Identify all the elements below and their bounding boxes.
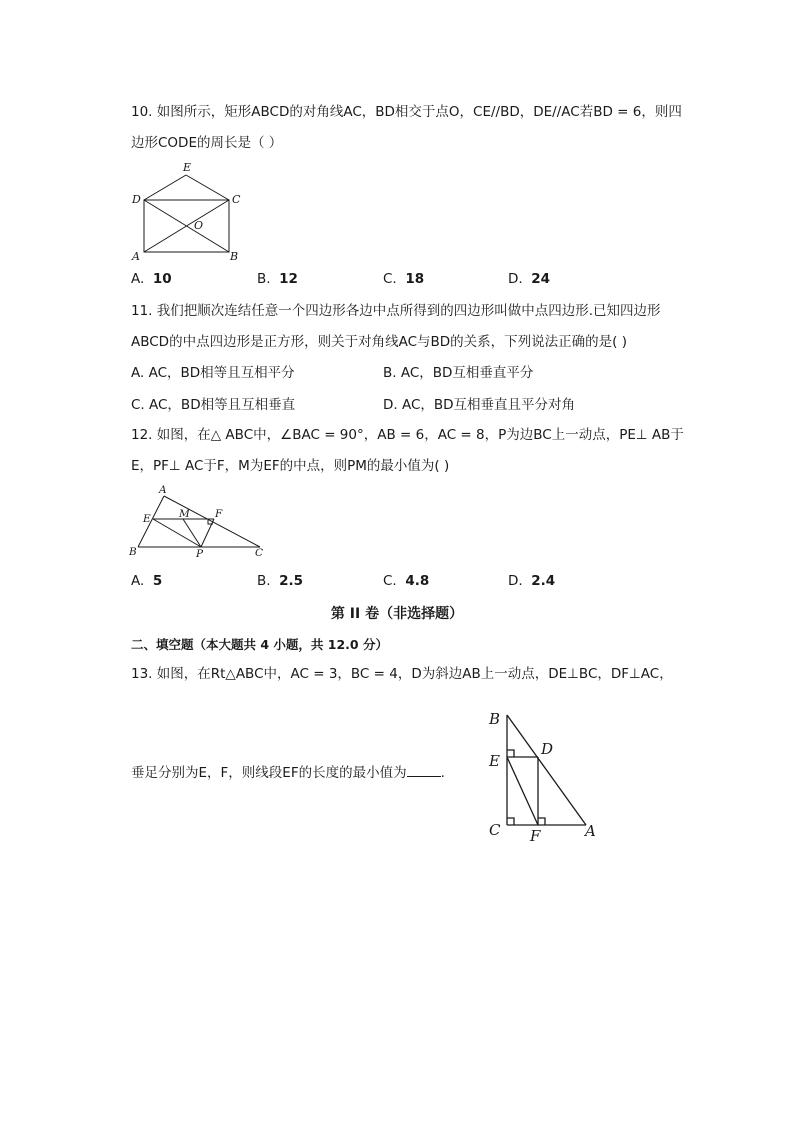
q11-option-b[interactable]: B. AC，BD互相垂直平分 (383, 365, 534, 381)
q12-option-b[interactable]: B. 2.5 (257, 573, 304, 589)
q10-label-B: B (230, 250, 239, 263)
q10-label-O: O (194, 219, 204, 232)
q10-label-C: C (232, 193, 241, 206)
q10-rectangle-figure (128, 160, 248, 265)
q13-stem-period: . (440, 765, 445, 781)
q12-label-F: F (215, 508, 223, 520)
q10-option-b[interactable]: B. 12 (257, 271, 298, 287)
q13-stem-line2 (131, 764, 445, 782)
q11-option-d[interactable]: D. AC，BD互相垂直且平分对角 (383, 397, 576, 413)
q12-label-E: E (143, 513, 151, 525)
q10-option-a[interactable]: A. 10 (131, 271, 172, 287)
q12-option-d[interactable]: D. 2.4 (508, 573, 556, 589)
q13-right-triangle-figure (484, 705, 606, 845)
q11-stem-line1: 11. 我们把顺次连结任意一个四边形各边中点所得到的四边形叫做中点四边形.已知四边形 (131, 303, 661, 319)
q10-option-d[interactable]: D. 24 (508, 271, 551, 287)
section-heading: 二、填空题（本大题共 4 小题，共 12.0 分） (131, 637, 388, 652)
q12-label-C: C (255, 547, 264, 559)
q13-label-B: B (489, 710, 501, 728)
q11-option-c[interactable]: C. AC，BD相等且互相垂直 (131, 397, 296, 413)
q12-stem-line1: 12. 如图，在△ ABC中，∠BAC = 90°，AB = 6，AC = 8，P为边BC上一动点，PE⊥ AB于 (131, 427, 684, 443)
q13-stem-text: 垂足分别为E，F，则线段EF的长度的最小值为 (131, 765, 407, 781)
q10-option-c[interactable]: C. 18 (383, 271, 425, 287)
q12-label-M: M (179, 508, 190, 520)
q10-stem-line2: 边形CODE的周长是（ ） (131, 135, 283, 151)
q12-label-P: P (196, 548, 204, 560)
q11-stem-line2: ABCD的中点四边形是正方形，则关于对角线AC与BD的关系，下列说法正确的是( ) (131, 334, 627, 350)
q12-option-c[interactable]: C. 4.8 (383, 573, 430, 589)
q10-label-D: D (132, 193, 141, 206)
q10-label-A: A (132, 250, 140, 263)
q13-label-A: A (585, 822, 596, 840)
q13-label-C: C (489, 821, 501, 839)
q12-stem-line2: E，PF⊥ AC于F，M为EF的中点，则PM的最小值为( ) (131, 458, 450, 474)
q13-stem-line1: 13. 如图，在Rt△ABC中，AC = 3，BC = 4，D为斜边AB上一动点，DE⊥BC，DF⊥AC， (131, 666, 673, 682)
q12-option-a[interactable]: A. 5 (131, 573, 163, 589)
q13-answer-blank[interactable] (407, 764, 441, 777)
q13-label-D: D (541, 740, 554, 758)
q12-label-B: B (129, 546, 137, 558)
q11-option-a[interactable]: A. AC，BD相等且互相平分 (131, 365, 295, 381)
q13-label-E: E (489, 752, 500, 770)
q12-triangle-figure (126, 482, 276, 562)
section-title: 第 II 卷（非选择题） (330, 606, 464, 622)
q10-label-E: E (183, 161, 192, 174)
q13-label-F: F (530, 827, 541, 845)
q12-label-A: A (159, 484, 167, 496)
q10-stem-line1: 10. 如图所示，矩形ABCD的对角线AC，BD相交于点O，CE//BD，DE//AC若BD = 6，则四 (131, 104, 682, 120)
